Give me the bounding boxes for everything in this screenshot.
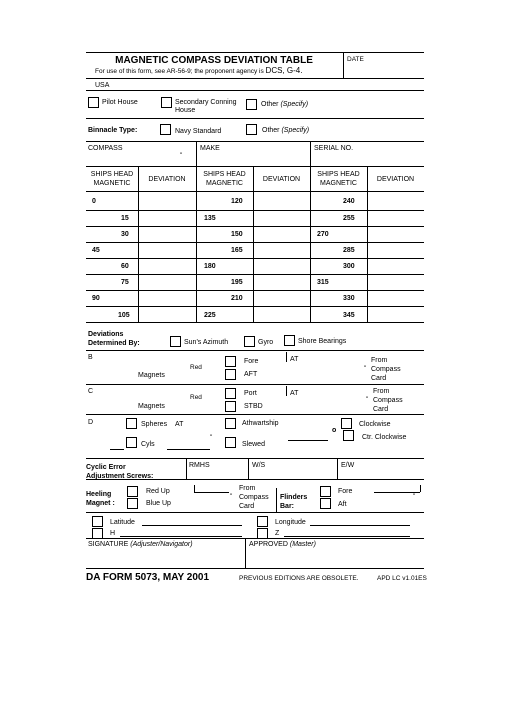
spheres-checkbox[interactable] (126, 418, 137, 429)
b-from-compass-card: From Compass Card (371, 357, 401, 382)
make-field[interactable] (200, 154, 306, 164)
location-other-field[interactable] (318, 100, 418, 110)
flinders-fore-label: Fore (338, 488, 353, 495)
usa-label: USA (95, 82, 110, 89)
pilot-house-checkbox[interactable] (88, 97, 99, 108)
ctr-clockwise-label: Ctr. Clockwise (362, 434, 407, 441)
form-title: MAGNETIC COMPASS DEVIATION TABLE (115, 55, 313, 66)
heading-cell: 105 (118, 312, 130, 319)
d-quantity-field[interactable] (110, 449, 124, 450)
latitude-checkbox[interactable] (92, 516, 103, 527)
col-deviation-3: DEVIATION (376, 176, 415, 183)
longitude-field[interactable] (310, 525, 410, 526)
ctr-clockwise-checkbox[interactable] (343, 430, 354, 441)
approved-field[interactable] (249, 552, 421, 566)
b-aft-label: AFT (244, 371, 258, 378)
b-fore-label: Fore (244, 358, 259, 365)
b-at-label: AT (290, 356, 299, 363)
heading-cell: 270 (317, 231, 329, 238)
cyls-field[interactable] (167, 449, 210, 450)
form-number: DA FORM 5073, MAY 2001 (86, 572, 210, 583)
heading-cell: 330 (343, 295, 355, 302)
binnacle-type-label: Binnacle Type: (88, 127, 138, 134)
signature-label: SIGNATURE (Adjuster/Navigator) (88, 541, 193, 548)
make-label: MAKE (200, 145, 220, 152)
c-port-checkbox[interactable] (225, 388, 236, 399)
approved-label: APPROVED (Master) (249, 541, 316, 548)
z-field[interactable] (284, 536, 410, 537)
degree-symbol: o (332, 427, 337, 434)
heading-cell: 15 (121, 215, 129, 222)
heading-cell: 210 (231, 295, 243, 302)
binnacle-other-checkbox[interactable] (246, 124, 257, 135)
suns-azimuth-label: Sun's Azimuth (184, 339, 229, 346)
section-c-letter: C (88, 388, 94, 395)
c-magnets-label: Magnets (138, 403, 165, 410)
b-aft-checkbox[interactable] (225, 369, 236, 380)
cyclic-error-label: Cyclic Error Adjustment Screws: (86, 464, 154, 480)
flinders-fore-checkbox[interactable] (320, 486, 331, 497)
compass-label: COMPASS (88, 145, 123, 152)
heading-cell: 120 (231, 198, 243, 205)
heading-cell: 45 (92, 247, 100, 254)
ws-label: W/S (252, 462, 266, 469)
heading-cell: 225 (204, 312, 216, 319)
c-stbd-label: STBD (244, 403, 263, 410)
c-from-compass-card: From Compass Card (373, 388, 403, 413)
secondary-conning-label: Secondary Conning (175, 99, 237, 106)
d-degree-field[interactable] (288, 440, 328, 441)
b-fore-checkbox[interactable] (225, 356, 236, 367)
shore-bearings-label: Shore Bearings (298, 338, 347, 345)
h-label: H (110, 530, 116, 537)
c-red-label: Red (190, 394, 202, 401)
blue-up-checkbox[interactable] (127, 498, 138, 509)
c-port-label: Port (244, 390, 257, 397)
section-b-letter: B (88, 354, 93, 361)
heeling-magnet-label: Heeling Magnet : (86, 491, 115, 507)
apd-version: APD LC v1.01ES (377, 575, 427, 582)
col-heading-1: SHIPS HEAD MAGNETIC (90, 171, 134, 187)
location-other-checkbox[interactable] (246, 99, 257, 110)
ew-label: E/W (341, 462, 355, 469)
serial-no-field[interactable] (314, 154, 422, 164)
location-other-label: Other (Specify) (261, 101, 309, 108)
rmhs-label: RMHS (189, 462, 210, 469)
suns-azimuth-checkbox[interactable] (170, 336, 181, 347)
athwartship-label: Athwartship (242, 420, 279, 427)
heeling-field[interactable] (194, 492, 229, 493)
heading-cell: 195 (231, 279, 243, 286)
longitude-checkbox[interactable] (257, 516, 268, 527)
navy-standard-label: Navy Standard (175, 128, 222, 135)
clockwise-checkbox[interactable] (341, 418, 352, 429)
heading-cell: 240 (343, 198, 355, 205)
heading-cell: 0 (92, 198, 96, 205)
latitude-label: Latitude (110, 519, 135, 526)
c-stbd-checkbox[interactable] (225, 401, 236, 412)
form-subtitle: For use of this form, see AR-56-9; the proponent agency is DCS, G-4. (95, 66, 303, 75)
heading-cell: 315 (317, 279, 329, 286)
heading-cell: 150 (231, 231, 243, 238)
heading-cell: 60 (121, 263, 129, 270)
binnacle-other-label: Other (Specify) (262, 127, 310, 134)
c-at-label: AT (290, 390, 299, 397)
serial-no-label: SERIAL NO. (314, 145, 354, 152)
heading-cell: 255 (343, 215, 355, 222)
col-deviation-1: DEVIATION (148, 176, 186, 183)
cyls-checkbox[interactable] (126, 437, 137, 448)
col-deviation-2: DEVIATION (262, 176, 301, 183)
clockwise-label: Clockwise (359, 421, 391, 428)
heading-cell: 90 (92, 295, 100, 302)
d-at-label: AT (175, 421, 184, 428)
pilot-house-label: Pilot House (102, 99, 138, 106)
date-label: DATE (347, 56, 364, 63)
heading-cell: 75 (121, 279, 129, 286)
shore-bearings-checkbox[interactable] (284, 335, 295, 346)
secondary-conning-checkbox[interactable] (161, 97, 172, 108)
slewed-checkbox[interactable] (225, 437, 236, 448)
slewed-label: Slewed (242, 441, 265, 448)
heading-cell: 165 (231, 247, 243, 254)
red-up-label: Red Up (146, 488, 170, 495)
col-heading-2: SHIPS HEAD MAGNETIC (203, 171, 246, 187)
latitude-field[interactable] (142, 525, 242, 526)
form-top-border (86, 52, 424, 53)
flinders-aft-label: Aft (338, 501, 347, 508)
spheres-label: Spheres (141, 421, 168, 428)
navy-standard-checkbox[interactable] (160, 124, 171, 135)
heading-cell: 285 (343, 247, 355, 254)
col-heading-3: SHIPS HEAD MAGNETIC (317, 171, 360, 187)
longitude-label: Longitude (275, 519, 306, 526)
section-d-letter: D (88, 419, 94, 426)
b-magnets-label: Magnets (138, 372, 165, 379)
date-field[interactable] (347, 64, 422, 76)
heeling-from-compass-card: From Compass Card (239, 485, 269, 510)
signature-field[interactable] (88, 552, 238, 566)
compass-field[interactable] (88, 154, 193, 164)
deviations-determined-label: Deviations Determined By: (88, 331, 140, 347)
flinders-bar-label: Flinders Bar: (280, 494, 308, 510)
heading-cell: 135 (204, 215, 216, 222)
heading-cell: 345 (343, 312, 355, 319)
flinders-aft-checkbox[interactable] (320, 498, 331, 509)
heading-cell: 30 (121, 231, 129, 238)
blue-up-label: Blue Up (146, 500, 171, 507)
previous-editions-note: PREVIOUS EDITIONS ARE OBSOLETE. (239, 575, 359, 582)
gyro-checkbox[interactable] (244, 336, 255, 347)
cyls-label: Cyls (141, 441, 155, 448)
h-field[interactable] (120, 536, 242, 537)
secondary-conning-label-2: House (175, 107, 196, 114)
heading-cell: 180 (204, 263, 216, 270)
athwartship-checkbox[interactable] (225, 418, 236, 429)
b-red-label: Red (190, 364, 202, 371)
gyro-label: Gyro (258, 339, 274, 346)
z-label: Z (275, 530, 280, 537)
heading-cell: 300 (343, 263, 355, 270)
red-up-checkbox[interactable] (127, 486, 138, 497)
